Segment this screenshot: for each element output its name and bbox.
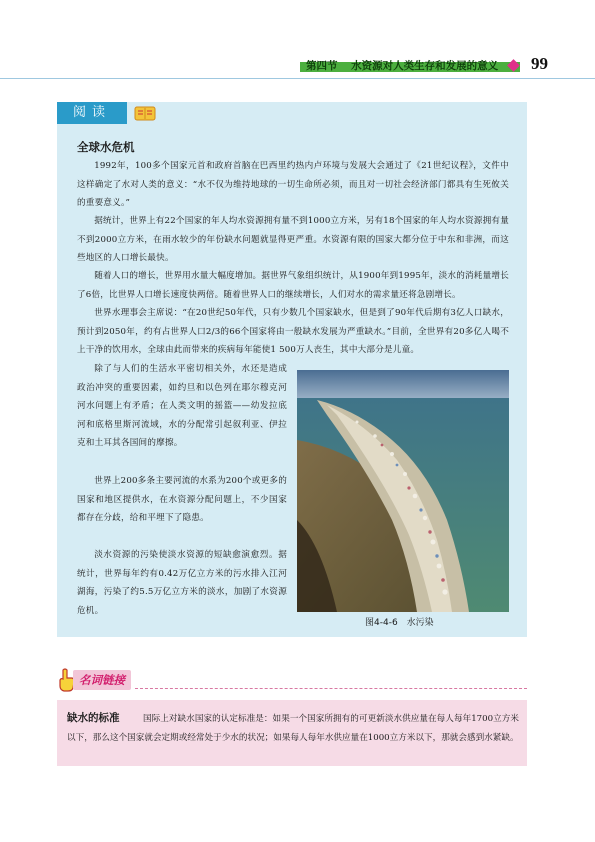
figure-caption: 图4-4-6 水污染: [365, 618, 434, 628]
paragraph: 1992年，100多个国家元首和政府首脑在巴西里约热内卢环境与发展大会通过了《21世纪议程》，文件中这样确定了水对人类的意义：“水不仅为维持地球的一切生命所必须，而且对一切社会经济部门都具有生死攸关的重要意义。”: [77, 161, 509, 209]
reading-panel: [57, 102, 527, 637]
paragraph: 除了与人们的生活水平密切相关外，水还是造成政治冲突的重要因素，如约旦和以色列在耶尔穆克河河水问题上有矛盾；在人类文明的摇篮——幼发拉底河和底格里斯河流域，水的分配常引起叙利亚、伊拉克和土耳其各国间的摩擦。: [77, 364, 287, 449]
terms-divider: [135, 688, 527, 689]
header-title-group: [306, 58, 498, 76]
term-definition: 国际上对缺水国家的认定标准是：如果一个国家所拥有的可更新淡水供应量在每人每年1700立方米以下，那么这个国家就会定期或经常处于少水的状况；如果每人每年水供应量在1000立方米以下，那就会感到水紧缺。: [67, 714, 519, 743]
paragraph: 随着人口的增长，世界用水量大幅度增加。据世界气象组织统计，从1900年到1995年，淡水的消耗量增长了6倍，比世界人口增长速度快两倍。随着世界人口的继续增长，人们对水的需求量还将急剧增长。: [77, 271, 509, 300]
section-label: 第四节: [306, 60, 338, 72]
section-title: 水资源对人类生存和发展的意义: [351, 60, 499, 72]
paragraph: 世界水理事会主席说：“在20世纪50年代，只有少数几个国家缺水，但是到了90年代后期有3亿人口缺水，预计到2050年，约有占世界人口2/3的66个国家将由一般缺水发展为严重缺水。”目前，全世界有20多亿人喝不上干净的饮用水，全球由此而带来的疾病每年能使1 500万人丧生，其中大部分是儿童。: [77, 308, 509, 356]
water-pollution-photo: [297, 370, 509, 612]
reading-tab: 阅读: [57, 102, 127, 124]
paragraph: 据统计，世界上有22个国家的年人均水资源拥有量不到1000立方米，另有18个国家的年人均水资源拥有量不到2000立方米，在雨水较少的年份缺水问题就显得更严重。水资源有限的国家大都分位于中东和非洲，而这些地区的人口增长最快。: [77, 216, 509, 264]
book-icon: [134, 106, 156, 121]
page-header: [0, 52, 595, 82]
paragraph: 世界上200多条主要河流的水系为200个或更多的国家和地区提供水，在水资源分配问题上，不少国家都存在分歧，给和平埋下了隐患。: [77, 476, 287, 524]
terms-box: [57, 700, 527, 766]
article-title: 全球水危机: [77, 140, 135, 154]
page-number: 99: [531, 54, 548, 73]
terms-link-title: 名词链接: [73, 670, 131, 690]
term-name: 缺水的标准: [67, 712, 120, 724]
paragraph: 淡水资源的污染使淡水资源的短缺愈演愈烈。据统计，世界每年约有0.42万亿立方米的污水排入江河湖海，污染了约5.5万亿立方米的淡水，加剧了水资源危机。: [77, 550, 287, 616]
header-divider: [0, 78, 595, 79]
